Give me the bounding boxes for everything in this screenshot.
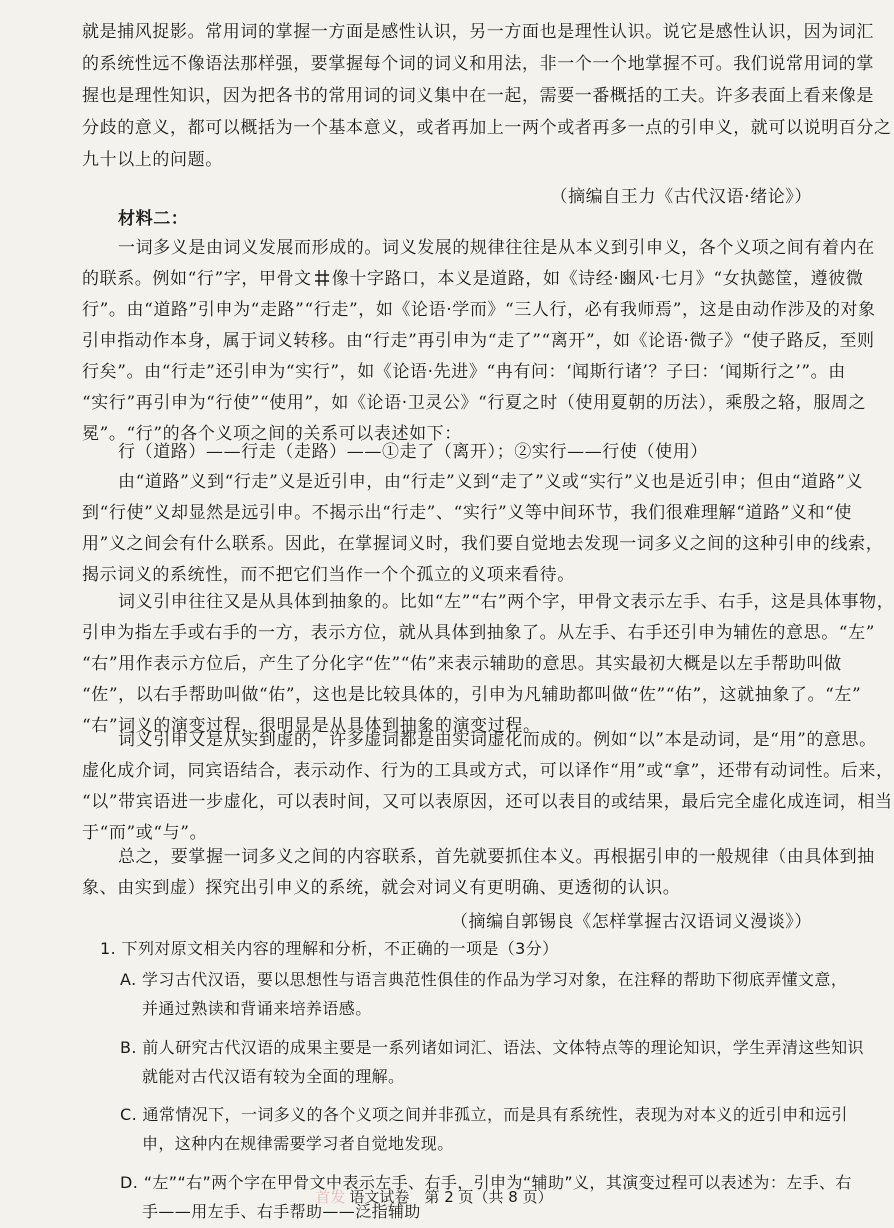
watermark: 首发	[315, 1188, 346, 1206]
text-line: 用”义之间会有什么联系。因此，在掌握词义时，我们要自觉地去发现一词多义之间的这种引申的线索，	[82, 534, 884, 554]
option-d-line-1[interactable]: D. “左”“右”两个字在甲骨文中表示左手、右手，引申为“辅助”义，其演变过程可以表述为：左手、右	[120, 1173, 852, 1192]
text-line: “实行”再引申为“行使”“使用”，如《论语·卫灵公》“行夏之时（使用夏朝的历法），乘殷之辂，服周之	[82, 393, 867, 413]
text-line: 总之，要掌握一词多义之间的内容联系，首先就要抓住本义。再根据引申的一般规律（由具体到抽	[118, 847, 875, 867]
text-line: 的系统性远不像语法那样强，要掌握每个词的词义和用法，非一个一个地掌握不可。我们说常用词的掌	[82, 54, 874, 74]
text-line: “右”用作表示方位后，产生了分化字“佐”“佑”来表示辅助的意思。其实最初大概是以左手帮助叫做	[82, 654, 842, 674]
text-line: 引申指动作本身，属于词义转移。由“行走”再引申为“走了”“离开”，如《论语·微子》“使子路反，至则	[82, 331, 875, 351]
option-b-line-1[interactable]: B. 前人研究古代汉语的成果主要是一系列诸如词汇、语法、文体特点等的理论知识，学生弄清这些知识	[120, 1038, 864, 1057]
option-a-line-1[interactable]: A. 学习古代汉语，要以思想性与语言典范性俱佳的作品为学习对象，在注释的帮助下彻底弄懂文意，	[120, 970, 848, 989]
text-line: 就是捕风捉影。常用词的掌握一方面是感性认识，另一方面也是理性认识。说它是感性认识，因为词汇	[82, 22, 874, 42]
section-heading: 材料二：	[118, 209, 189, 229]
page-footer	[0, 1186, 868, 1207]
option-c-line-1[interactable]: C. 通常情况下，一词多义的各个义项之间并非孤立，而是具有系统性，表现为对本义的近引申和远引	[120, 1105, 848, 1124]
text-line: 行”。由“道路”引申为“走路”“行走”，如《论语·学而》“三人行，必有我师焉”，这是由动作涉及的对象	[82, 300, 876, 320]
question-stem: 1. 下列对原文相关内容的理解和分析，不正确的一项是（3分）	[100, 939, 559, 958]
text-line: 由“道路”义到“行走”义是近引申，由“行走”义到“走了”义或“实行”义也是近引申；但由“道路”义	[118, 472, 864, 492]
source-citation: （摘编自王力《古代汉语·绪论》）	[550, 187, 812, 207]
text-line: 象、由实到虚）探究出引申义的系统，就会对词义有更明确、更透彻的认识。	[82, 878, 681, 898]
option-c-line-2[interactable]: 申，这种内在规律需要学习者自觉地发现。	[142, 1134, 454, 1153]
text-line	[82, 267, 864, 295]
text-line: 九十以上的问题。	[82, 150, 223, 170]
text-line: 冕”。“行”的各个义项之间的关系可以表述如下：	[82, 424, 462, 444]
text-line: 行矣”。由“行走”还引申为“实行”，如《论语·先进》“冉有问：‘闻斯行诸’？子曰：‘闻斯行之’”。由	[82, 362, 846, 382]
source-citation: （摘编自郭锡良《怎样掌握古汉语词义漫谈》）	[450, 912, 812, 932]
text-line: “佐”，以右手帮助叫做“佑”，这也是比较具体的，引申为凡辅助都叫做“佐”“佑”，这就抽象了。“左”	[82, 685, 862, 705]
text-line: “以”带宾语进一步虚化，可以表时间，又可以表原因，还可以表目的或结果，最后完全虚化成连词，相当	[82, 792, 893, 812]
diagram-text: 行（道路）——行走（走路）——①走了（离开）；②实行——行使（使用）	[118, 442, 708, 462]
oracle-bone-crossroads-glyph-icon	[314, 269, 330, 287]
text-line: 词义引申又是从实到虚的，许多虚词都是由实词虚化而成的。例如“以”本是动词，是“用”的意思。	[118, 730, 877, 750]
text-line: 一词多义是由词义发展而形成的。词义发展的规律往往是从本义到引申义，各个义项之间有着内在	[118, 238, 875, 258]
text-line: 于“而”或“与”。	[82, 823, 208, 843]
text-line: 虚化成介词，同宾语结合，表示动作、行为的工具或方式，可以译作“用”或“拿”，还带有动词性。后来，	[82, 761, 894, 781]
text-line: 分歧的意义，都可以概括为一个基本意义，或者再加上一两个或者再多一点的引申义，就可以说明百分之	[82, 118, 892, 138]
text-line: 词义引申往往又是从具体到抽象的。比如“左”“右”两个字，甲骨文表示左手、右手，这是具体事物，	[118, 592, 894, 612]
option-a-line-2[interactable]: 并通过熟读和背诵来培养语感。	[142, 999, 372, 1018]
text-line: “右”词义的演变过程，很明显是从具体到抽象的演变过程。	[82, 716, 541, 736]
page-number: 语文试卷 第 2 页（共 8 页）	[349, 1188, 553, 1206]
text-fragment: 的联系。例如“行”字，甲骨文	[82, 269, 312, 289]
text-line: 到“行使”义却显然是远引申。不揭示出“行走”、“实行”义等中间环节，我们很难理解“道路”义和“使	[82, 503, 853, 523]
option-b-line-2[interactable]: 就能对古代汉语有较为全面的理解。	[142, 1067, 405, 1086]
text-line: 揭示词义的系统性，而不把它们当作一个个孤立的义项来看待。	[82, 565, 575, 585]
text-fragment: 像十字路口，本义是道路，如《诗经·豳风·七月》“女执懿筐，遵彼微	[331, 269, 864, 289]
text-line: 引申为指左手或右手的一方，表示方位，就从具体到抽象了。从左手、右手还引申为辅佐的意思。“左”	[82, 623, 875, 643]
text-line: 握也是理性知识，因为把各书的常用词的词义集中在一起，需要一番概括的工夫。许多表面上看来像是	[82, 86, 874, 106]
option-d-line-2[interactable]: 手——用左手、右手帮助——泛指辅助	[142, 1202, 421, 1221]
